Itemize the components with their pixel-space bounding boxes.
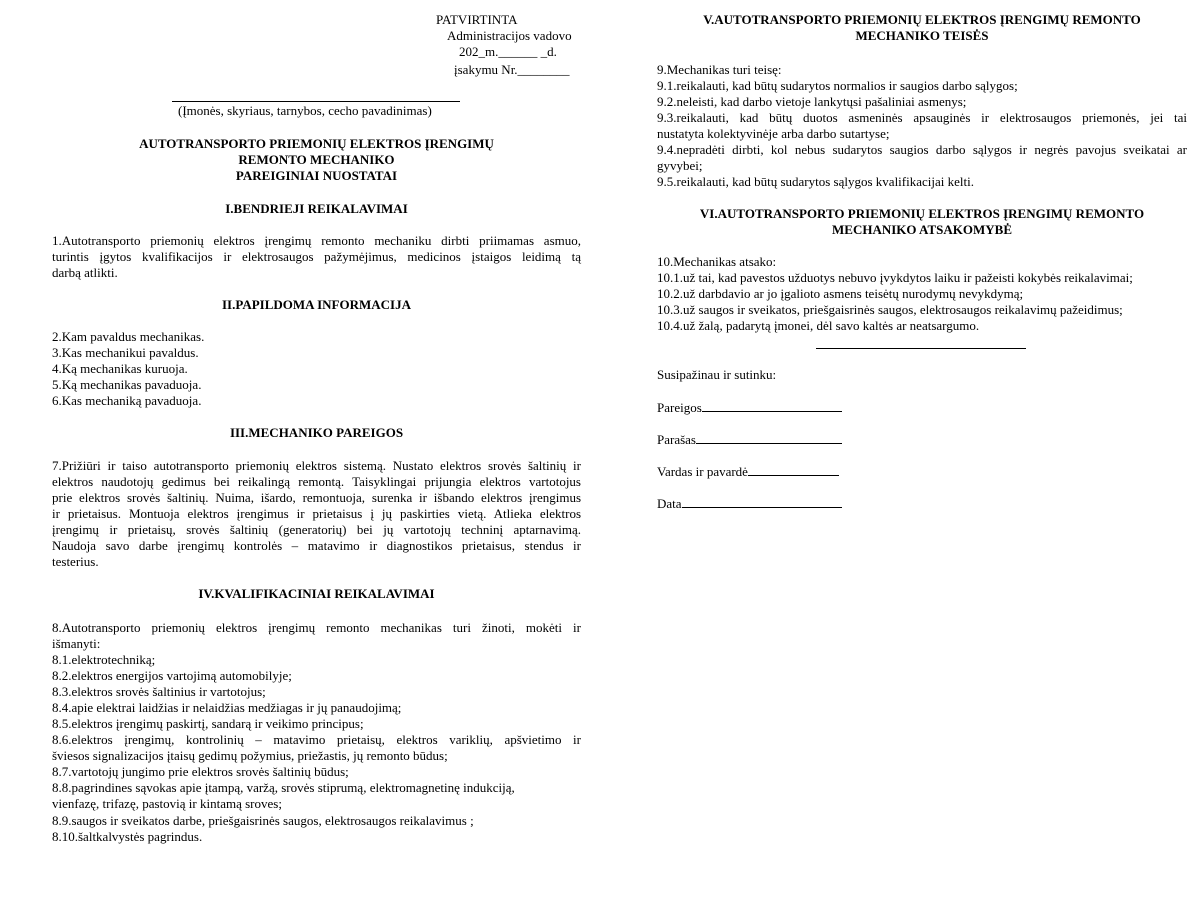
document-title-line-1: AUTOTRANSPORTO PRIEMONIŲ ELEKTROS ĮRENGIMŲ bbox=[139, 136, 494, 151]
s4-line: 8.3.elektros srovės šaltinius ir vartotojus; bbox=[52, 684, 266, 699]
section-6-heading-line-2: MECHANIKO ATSAKOMYBĖ bbox=[832, 222, 1012, 237]
section-5-heading-line-1: V.AUTOTRANSPORTO PRIEMONIŲ ELEKTROS ĮRENGIMŲ REMONTO bbox=[703, 12, 1141, 27]
signature-field[interactable] bbox=[657, 432, 1187, 448]
s1-line: turintis įgytos kvalifikacijos ir elektrosaugos pažymėjimus, medicinos įstaigos leidimą tą bbox=[52, 249, 581, 264]
s1-line: darbą atlikti. bbox=[52, 265, 118, 280]
signature-label: Parašas bbox=[657, 432, 696, 447]
s3-line: ir prietaisus. Montuoja elektros įrengimus ir prietaisus į jų paskirties vietą. Atlieka elektros bbox=[52, 506, 581, 521]
s4-line: 8.7.vartotojų jungimo prie elektros srovės šaltinių būdus; bbox=[52, 764, 349, 779]
s4-line: vienfazę, trifazę, pastovią ir kintamą sroves; bbox=[52, 796, 282, 811]
approval-line-1: PATVIRTINTA bbox=[436, 12, 518, 27]
s4-line: 8.4.apie elektrai laidžias ir nelaidžias medžiagas ir jų panaudojimą; bbox=[52, 700, 402, 715]
s3-line: elektros naudotojų gedimus bei reikalingą remontą. Taisyklingai prijungia elektros vartotojus bbox=[52, 474, 581, 489]
section-5-heading-line-2: MECHANIKO TEISĖS bbox=[855, 28, 989, 43]
s5-line: 9.5.reikalauti, kad būtų sudarytos sąlygos kvalifikacijai kelti. bbox=[657, 174, 974, 189]
position-blank[interactable] bbox=[702, 400, 842, 412]
s4-line: 8.6.elektros įrengimų, kontrolinių – matavimo prietaisų, elektros variklių, apšvietimo ir bbox=[52, 732, 581, 747]
s2-item: 6.Kas mechaniką pavaduoja. bbox=[52, 393, 202, 408]
position-label: Pareigos bbox=[657, 400, 702, 415]
section-1-heading: I.BENDRIEJI REIKALAVIMAI bbox=[225, 201, 408, 216]
s4-line: 8.9.saugos ir sveikatos darbe, priešgaisrinės saugos, elektrosaugos reikalavimus ; bbox=[52, 813, 474, 828]
company-name-line bbox=[172, 101, 460, 102]
approval-line-4: įsakymu Nr.________ bbox=[454, 62, 570, 77]
s4-line: 8.Autotransporto priemonių elektros įrengimų remonto mechanikas turi žinoti, mokėti ir bbox=[52, 620, 581, 635]
s6-line: 10.3.už saugos ir sveikatos, priešgaisrinės saugos, elektrosaugos reikalavimų pažeidimus; bbox=[657, 302, 1123, 317]
s5-line: gyvybei; bbox=[657, 158, 703, 173]
name-blank[interactable] bbox=[748, 464, 839, 476]
approval-line-3: 202_m.______ _d. bbox=[459, 44, 557, 59]
name-label: Vardas ir pavardė bbox=[657, 464, 748, 479]
approval-line-2: Administracijos vadovo bbox=[447, 28, 572, 43]
document-title-line-3: PAREIGINIAI NUOSTATAI bbox=[235, 168, 398, 183]
s4-line: 8.8.pagrindines sąvokas apie įtampą, varžą, srovės stiprumą, elektromagnetinę indukciją, bbox=[52, 780, 515, 795]
s3-line: prie elektros srovės šaltinių. Nuima, išardo, remontuoja, surenka ir išbando elektros įrengimus bbox=[52, 490, 581, 505]
section-4-heading: IV.KVALIFIKACINIAI REIKALAVIMAI bbox=[198, 586, 435, 601]
s2-item: 4.Ką mechanikas kuruoja. bbox=[52, 361, 188, 376]
s4-line: 8.2.elektros energijos vartojimą automobilyje; bbox=[52, 668, 292, 683]
s6-line: 10.4.už žalą, padarytą įmonei, dėl savo kaltės ar neatsargumo. bbox=[657, 318, 980, 333]
s5-line: 9.1.reikalauti, kad būtų sudarytos normalios ir saugios darbo sąlygos; bbox=[657, 78, 1018, 93]
s1-line: 1.Autotransporto priemonių elektros įrengimų remonto mechaniku dirbti priimamas asmuo, bbox=[52, 233, 581, 248]
section-2-heading: II.PAPILDOMA INFORMACIJA bbox=[222, 297, 411, 312]
document-title-line-2: REMONTO MECHANIKO bbox=[238, 152, 395, 167]
s6-line: 10.1.už tai, kad pavestos užduotys nebuvo įvykdytos laiku ir pažeisti kokybės reikalavimai; bbox=[657, 270, 1133, 285]
s5-line: 9.2.neleisti, kad darbo vietoje lankytųsi pašaliniai asmenys; bbox=[657, 94, 967, 109]
s2-item: 5.Ką mechanikas pavaduoja. bbox=[52, 377, 202, 392]
separator-line bbox=[816, 348, 1026, 349]
s3-line: 7.Prižiūri ir taiso autotransporto priemonių elektros sistemą. Nustato elektros srovės šaltinių ir bbox=[52, 458, 581, 473]
section-6-heading-line-1: VI.AUTOTRANSPORTO PRIEMONIŲ ELEKTROS ĮRENGIMŲ REMONTO bbox=[699, 206, 1145, 221]
s5-line: nustatyta kolektyvinėje arba darbo sutartyse; bbox=[657, 126, 890, 141]
s3-line: Naudoja savo darbe įrengimų kontrolės – matavimo ir diagnostikos prietaisus, stendus ir bbox=[52, 538, 581, 553]
s5-line: 9.3.reikalauti, kad būtų duotos asmeninės apsauginės ir elektrosaugos priemonės, jei tai bbox=[657, 110, 1187, 125]
s4-line: 8.1.elektrotechniką; bbox=[52, 652, 156, 667]
company-caption: (Įmonės, skyriaus, tarnybos, cecho pavadinimas) bbox=[178, 103, 432, 118]
s6-line: 10.Mechanikas atsako: bbox=[657, 254, 777, 269]
s5-line: 9.4.nepradėti dirbti, kol nebus sudarytos saugios darbo sąlygos ir negrės pavojus sveikatai ar bbox=[657, 142, 1187, 157]
name-field[interactable] bbox=[657, 464, 1187, 480]
date-field[interactable] bbox=[657, 496, 1187, 512]
s4-line: 8.5.elektros įrengimų paskirtį, sandarą ir veikimo principus; bbox=[52, 716, 364, 731]
section-3-heading: III.MECHANIKO PAREIGOS bbox=[229, 425, 404, 440]
s3-line: testerius. bbox=[52, 554, 99, 569]
acknowledgement-intro: Susipažinau ir sutinku: bbox=[657, 367, 777, 382]
s4-line: 8.10.šaltkalvystės pagrindus. bbox=[52, 829, 203, 844]
date-blank[interactable] bbox=[682, 496, 842, 508]
s2-item: 3.Kas mechanikui pavaldus. bbox=[52, 345, 199, 360]
s4-line: šviesos signalizacijos įtaisų gedimų požymius, priežastis, jų remonto būdus; bbox=[52, 748, 448, 763]
s2-item: 2.Kam pavaldus mechanikas. bbox=[52, 329, 205, 344]
date-label: Data bbox=[657, 496, 682, 511]
s5-line: 9.Mechanikas turi teisę: bbox=[657, 62, 782, 77]
s3-line: įrengimų ir prietaisų, srovės šaltinių (generatorių) bei jų vartotojų techninį aptarnavimą. bbox=[52, 522, 581, 537]
s6-line: 10.2.už darbdavio ar jo įgalioto asmens teisėtų nurodymų nevykdymą; bbox=[657, 286, 1024, 301]
signature-blank[interactable] bbox=[696, 432, 842, 444]
s4-line: išmanyti: bbox=[52, 636, 101, 651]
position-field[interactable] bbox=[657, 400, 1187, 416]
